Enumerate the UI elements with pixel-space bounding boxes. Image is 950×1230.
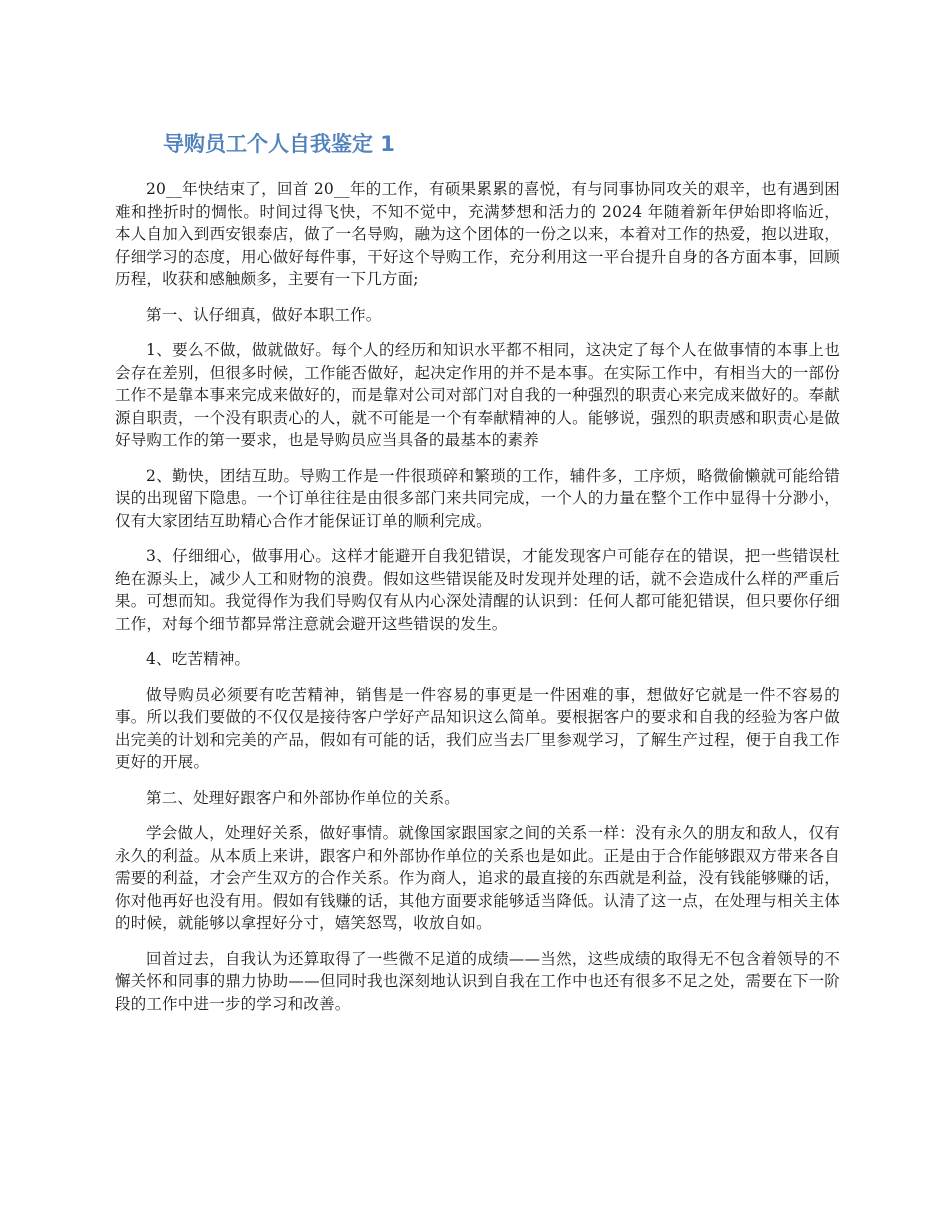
- paragraph-conclusion: 回首过去，自我认为还算取得了一些微不足道的成绩——当然，这些成绩的取得无不包含着领导的不懈关怀和同事的鼎力协助——但同时我也深刻地认识到自我在工作中也还有很多不足之处，需要在下一阶段的工作中进一步的学习和改善。: [115, 949, 840, 1013]
- paragraph-intro: 20__年快结束了，回首 20__年的工作，有硕果累累的喜悦，有与同事协同攻关的艰辛，也有遇到困难和挫折时的惆怅。时间过得飞快，不知不觉中，充满梦想和活力的 2024 年随着新年伊始即将临近，本人自加入到西安银泰店，做了一名导购，融为这个团体的一份之以来，本着对工作的热爱，抱以进取，仔细学习的态度，用心做好每件事，干好这个导购工作，充分利用这一平台提升自身的各方面本事，回顾历程，收获和感触颇多，主要有一下几方面;: [115, 180, 840, 288]
- section-heading-second: 第二、处理好跟客户和外部协作单位的关系。: [146, 788, 461, 807]
- paragraph-relations: 学会做人，处理好关系，做好事情。就像国家跟国家之间的关系一样：没有永久的朋友和敌人，仅有永久的利益。从本质上来讲，跟客户和外部协作单位的关系也是如此。正是由于合作能够跟双方带来各自需要的利益，才会产生双方的合作关系。作为商人，追求的最直接的东西就是利益，没有钱能够赚的话，你对他再好也没有用。假如有钱赚的话，其他方面要求能够适当降低。认清了这一点，在处理与相关主体的时候，就能够以拿捏好分寸，嬉笑怒骂，收放自如。: [115, 824, 840, 932]
- section-heading-first: 第一、认仔细真，做好本职工作。: [146, 305, 382, 324]
- paragraph-point-4-body: 做导购员必须要有吃苦精神，销售是一件容易的事更是一件困难的事，想做好它就是一件不容易的事。所以我们要做的不仅仅是接待客户学好产品知识这么简单。要根据客户的要求和自我的经验为客户做出完美的计划和完美的产品，假如有可能的话，我们应当去厂里参观学习，了解生产过程，便于自我工作更好的开展。: [115, 685, 840, 771]
- paragraph-point-2: 2、勤快，团结互助。导购工作是一件很琐碎和繁琐的工作，辅件多，工序烦，略微偷懒就可能给错误的出现留下隐患。一个订单往往是由很多部门来共同完成，一个人的力量在整个工作中显得十分渺小，仅有大家团结互助精心合作才能保证订单的顺利完成。: [115, 466, 840, 530]
- document-title: 导购员工个人自我鉴定 1: [163, 132, 395, 156]
- paragraph-point-3: 3、仔细细心，做事用心。这样才能避开自我犯错误，才能发现客户可能存在的错误，把一些错误杜绝在源头上，减少人工和财物的浪费。假如这些错误能及时发现并处理的话，就不会造成什么样的严重后果。可想而知。我觉得作为我们导购仅有从内心深处清醒的认识到：任何人都可能犯错误，但只要你仔细工作，对每个细节都异常注意就会避开这些错误的发生。: [115, 547, 840, 633]
- document-page: [115, 130, 840, 1028]
- paragraph-point-1: 1、要么不做，做就做好。每个人的经历和知识水平都不相同，这决定了每个人在做事情的本事上也会存在差别，但很多时候，工作能否做好，起决定作用的并不是本事。在实际工作中，有相当大的一部份工作不是靠本事来完成来做好的，而是靠对公司对部门对自我的一种强烈的职责心来完成来做好的。奉献源自职责，一个没有职责心的人，就不可能是一个有奉献精神的人。能够说，强烈的职责感和职责心是做好导购工作的第一要求，也是导购员应当具备的最基本的素养: [115, 341, 840, 449]
- paragraph-point-4-heading: 4、吃苦精神。: [146, 650, 251, 668]
